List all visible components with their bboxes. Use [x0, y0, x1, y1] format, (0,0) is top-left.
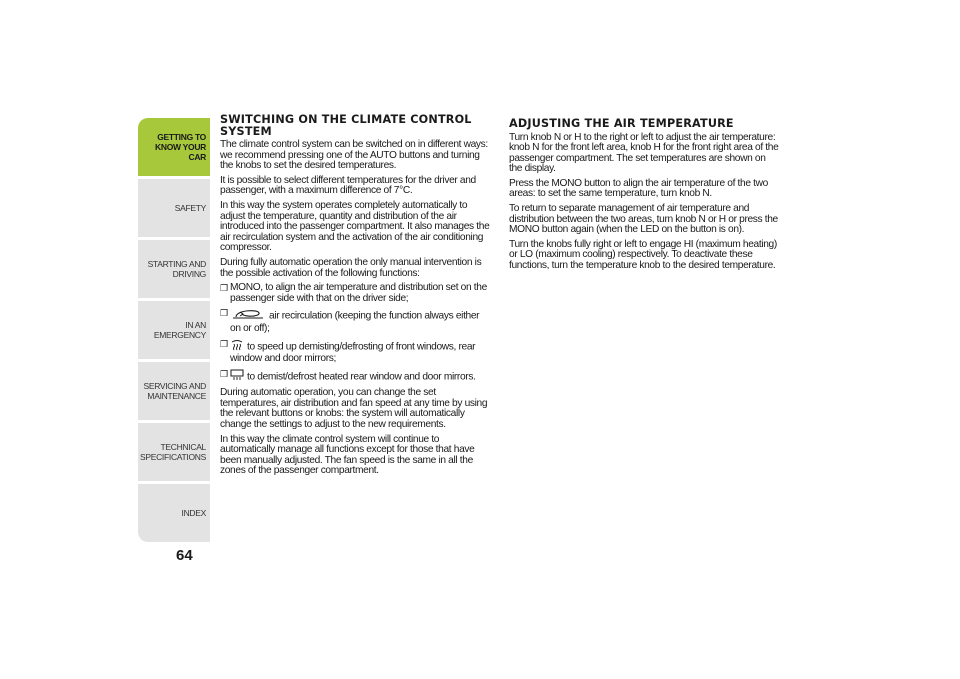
paragraph: The climate control system can be switched on in different ways: we recommend pressing one of the AUTO buttons and turning the knobs to set the desired temperatures.: [220, 139, 488, 172]
tab-label: SAFETY: [174, 203, 206, 213]
list-item: [220, 308, 492, 334]
bullet-marker: ❒: [220, 338, 228, 349]
section-heading: SWITCHING ON THE CLIMATE CONTROL SYSTEM: [220, 113, 472, 138]
bullet-marker: ❒: [220, 308, 228, 319]
tab-getting-to-know-your-car[interactable]: [138, 118, 210, 176]
tab-servicing-and-maintenance[interactable]: [138, 362, 210, 420]
chapter-sidebar: [138, 118, 210, 545]
left-column: [220, 114, 492, 481]
paragraph: Turn the knobs fully right or left to engage HI (maximum heating) or LO (maximum cooling) respectively. To deactivate these functions, turn the temperature knob to the desired temperature.: [509, 238, 777, 272]
paragraph: During automatic operation, you can change the set temperatures, air distribution and fan speed at any time by using the relevant buttons or knobs: the system will automatically change the settings to adjust to the new requirements.: [220, 387, 488, 431]
tab-label: GETTING TO KNOW YOUR CAR: [155, 132, 206, 162]
tab-label: TECHNICAL SPECIFICATIONS: [139, 442, 206, 462]
list-item-text: air recirculation (keeping the function always either on or off);: [230, 310, 480, 334]
list-item: [220, 283, 492, 304]
page-number: 64: [176, 547, 193, 564]
right-column: [509, 118, 781, 276]
paragraph: Turn knob N or H to the right or left to adjust the air temperature: knob N for the front left area, knob H for the front right area of the passenger compartment. The set temperatures are shown on the display.: [509, 131, 779, 175]
rear-window-defrost-icon: [230, 369, 244, 385]
section-heading: ADJUSTING THE AIR TEMPERATURE: [509, 117, 734, 130]
list-item: [220, 369, 492, 385]
tab-label: SERVICING AND MAINTENANCE: [143, 381, 206, 401]
list-item-text: to demist/defrost heated rear window and door mirrors.: [247, 371, 476, 383]
tab-safety[interactable]: [138, 179, 210, 237]
list-item: [220, 339, 492, 365]
paragraph: To return to separate management of air temperature and distribution between the two areas, turn knob N or H or press the MONO button again (when the LED on the button is on).: [509, 203, 778, 236]
paragraph: During fully automatic operation the only manual intervention is the possible activation of the following functions:: [220, 256, 482, 279]
tab-technical-specifications[interactable]: [138, 423, 210, 481]
paragraph: It is possible to select different temperatures for the driver and passenger, with a maximum difference of 7°C.: [220, 174, 476, 197]
air-recirculation-icon: [230, 308, 266, 324]
tab-label: IN AN EMERGENCY: [153, 320, 206, 340]
paragraph: In this way the climate control system will continue to automatically manage all functions except for those that have been manually adjusted. The fan speed is the same in all the zones of the passenger compartment.: [220, 433, 475, 477]
tab-in-an-emergency[interactable]: [138, 301, 210, 359]
tab-index[interactable]: [138, 484, 210, 542]
paragraph: Press the MONO button to align the air temperature of the two areas: to set the same temperature, turn knob N.: [509, 177, 768, 200]
tab-label: STARTING AND DRIVING: [147, 259, 206, 279]
bullet-marker: ❒: [220, 368, 228, 379]
list-item-text: to speed up demisting/defrosting of front windows, rear window and door mirrors;: [230, 340, 476, 365]
bullet-marker: ❒: [220, 283, 228, 294]
list-item-text: MONO, to align the air temperature and distribution set on the passenger side with that on the driver side;: [230, 282, 487, 304]
tab-label: INDEX: [181, 508, 206, 518]
max-defrost-icon: [230, 339, 244, 355]
paragraph: In this way the system operates completely automatically to adjust the temperature, quantity and distribution of the air introduced into the passenger compartment. It also manages the air recirculation system and the activation of the air conditioning compressor.: [220, 199, 490, 254]
tab-starting-and-driving[interactable]: [138, 240, 210, 298]
